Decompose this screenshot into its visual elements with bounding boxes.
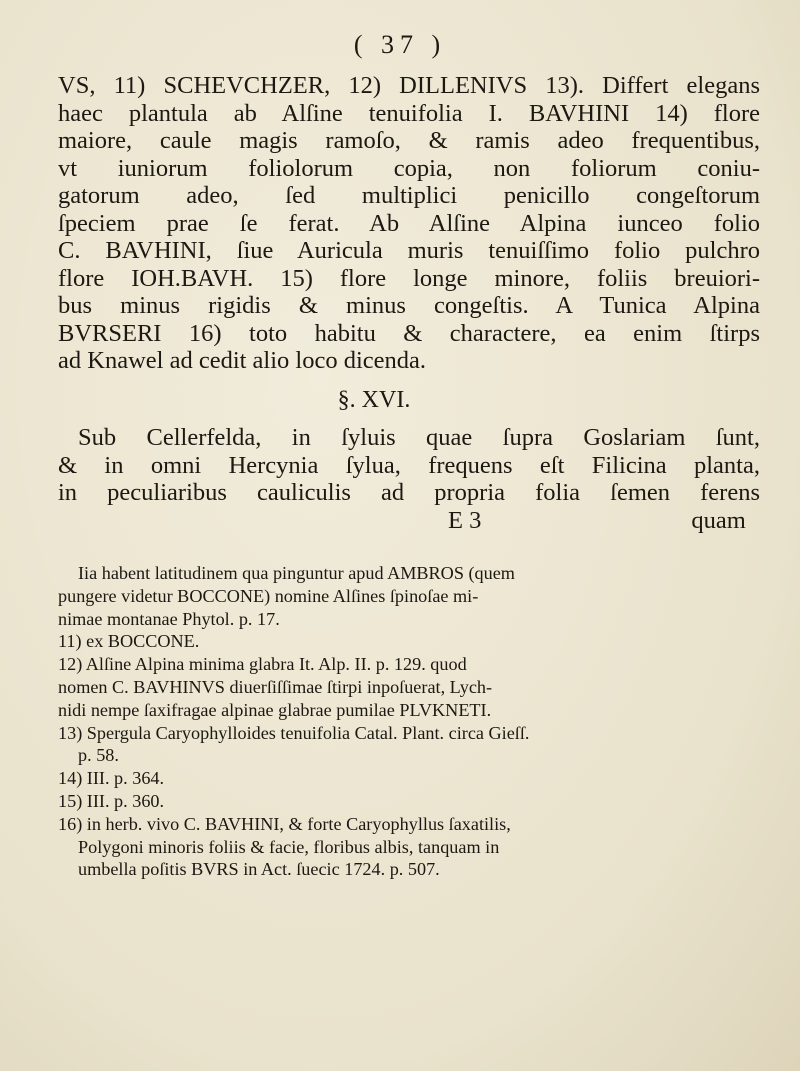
text-line: VS, 11) SCHEVCHZER, 12) DILLENIVS 13). Differt elegans bbox=[58, 72, 760, 99]
text-line: Sub Cellerfelda, in ſyluis quae ſupra Goslariam ſunt, bbox=[78, 424, 760, 451]
text-line: ſpeciem prae ſe ferat. Ab Alſine Alpina iunceo folio bbox=[58, 209, 760, 237]
catchword: quam bbox=[691, 506, 746, 534]
text-line: ad Knawel ad cedit alio loco dicenda. bbox=[58, 347, 427, 374]
footnote-line: umbella poſitis BVRS in Act. ſuecic 1724. p. 507. bbox=[78, 859, 440, 880]
footnote-line: 15) III. p. 360. bbox=[58, 790, 165, 811]
text-line: bus minus rigidis & minus congeſtis. A Tunica Alpina bbox=[58, 292, 760, 319]
footnote-line: pungere videtur BOCCONE) nomine Alſines ſpinoſae mi- bbox=[58, 585, 479, 606]
footnote-line: Iia habent latitudinem qua pinguntur apud AMBROS (quem bbox=[78, 563, 515, 583]
text-line: & in omni Hercynia ſylua, frequens eſt Filicina planta, bbox=[58, 451, 760, 479]
footnote-line: 14) III. p. 364. bbox=[58, 768, 165, 789]
signature-line bbox=[448, 507, 760, 535]
page-number: ( 37 ) bbox=[353, 30, 447, 59]
footnote-line: 11) ex BOCCONE. bbox=[58, 631, 200, 652]
text-line: flore IOH.BAVH. 15) flore longe minore, foliis breuiori- bbox=[58, 264, 760, 292]
footnote-line: Polygoni minoris foliis & facie, floribus albis, tanquam in bbox=[78, 836, 500, 857]
footnote-line: 13) Spergula Caryophylloides tenuifolia Catal. Plant. circa Gieſſ. bbox=[58, 722, 530, 743]
signature-mark: E 3 bbox=[448, 506, 482, 534]
main-text bbox=[58, 72, 760, 534]
text-line: C. BAVHINI, ſiue Auricula muris tenuiſſimo folio pulchro bbox=[58, 237, 760, 264]
text-line: gatorum adeo, ſed multiplici penicillo congeſtorum bbox=[58, 182, 760, 209]
footnote-line: p. 58. bbox=[78, 745, 119, 766]
footnote-line: nomen C. BAVHINVS diuerſiſſimae ſtirpi inpoſuerat, Lych- bbox=[58, 676, 493, 697]
text-line: in peculiaribus cauliculis ad propria folia ſemen ferens bbox=[58, 479, 760, 506]
footnote-line: nimae montanae Phytol. p. 17. bbox=[58, 608, 280, 629]
text-line: haec plantula ab Alſine tenuifolia I. BAVHINI 14) flore bbox=[58, 99, 760, 127]
text-line: BVRSERI 16) toto habitu & charactere, ea enim ſtirps bbox=[58, 319, 760, 347]
text-line: vt iuniorum foliolorum copia, non foliorum coniu- bbox=[58, 154, 760, 182]
footnote-line: 16) in herb. vivo C. BAVHINI, & forte Caryophyllus ſaxatilis, bbox=[58, 813, 511, 834]
footnote-line: 12) Alſine Alpina minima glabra It. Alp. II. p. 129. quod bbox=[58, 654, 467, 675]
footnotes bbox=[58, 562, 760, 881]
section-heading: §. XVI. bbox=[337, 386, 411, 413]
text-line: maiore, caule magis ramoſo, & ramis adeo frequentibus, bbox=[58, 127, 760, 154]
footnote-line: nidi nempe ſaxifragae alpinae glabrae pumilae PLVKNETI. bbox=[58, 699, 492, 720]
